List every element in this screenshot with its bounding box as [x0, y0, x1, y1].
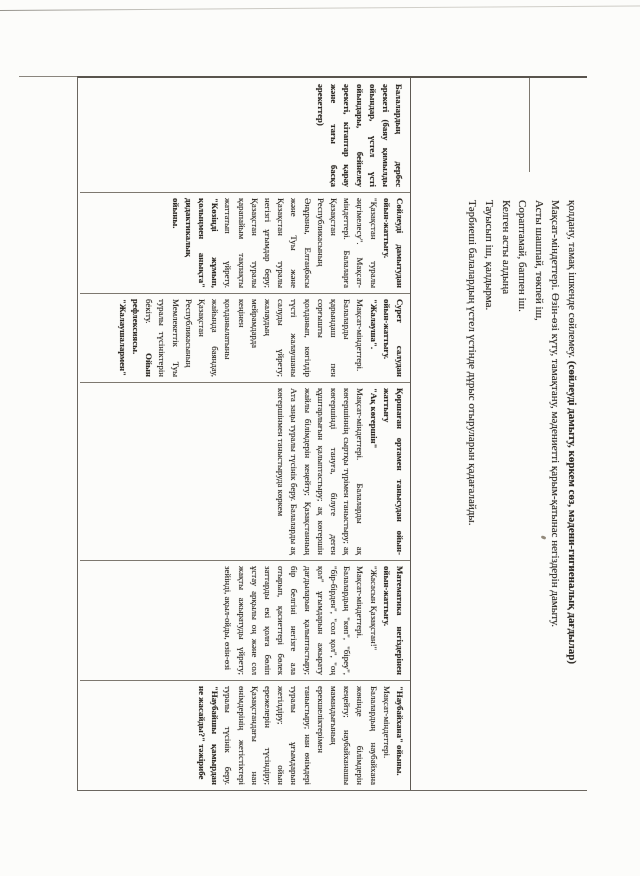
rotated-lesson-plan-table: [77, 76, 587, 791]
experiment-game-bold: "Наубайшы қамырдан не жасайды?" тәжірибе: [196, 686, 221, 785]
activity-column-bakery: [80, 680, 410, 790]
activity-column-math: [80, 560, 410, 680]
scan-edge-artifact: [0, 5, 640, 11]
column-subtitle: "Жасасын Қазақстан!": [368, 566, 379, 651]
corner-label-cell: [411, 78, 587, 192]
row-label-text: Балалардың дербес әрекеті (баяу қимылды ойындар, үстел үсті ойындары, бейнелеу әрекеті, кітаптар қарау және тағы басқа әрекеттер): [316, 84, 404, 187]
table-row-activities: [80, 78, 410, 790]
partial-cell-rule: [529, 78, 530, 172]
mealtime-goals: Мақсат-міндеттері. Өзін-өзі күту, тамақтану, мәдениетті қарым-қатынас негіздерін дамыту.: [549, 200, 562, 628]
poem-line: Тауысып іш, қалдырма.: [483, 200, 496, 311]
table-row-regime: [410, 78, 587, 790]
poem-line: Келген асты алдыңа: [499, 200, 512, 295]
column-header: "Наубайхана" ойыны.: [395, 686, 405, 776]
mealtime-text: қолдану, тамақ ішкенде сөйлемеу.: [566, 200, 578, 361]
column-header: Сурет салудан ойын-жаттығу.: [381, 299, 405, 377]
activity-column-environment: [80, 382, 410, 560]
activity-column-drawing: [80, 293, 410, 382]
column-body: [221, 566, 366, 675]
row-label-cell: [80, 78, 410, 192]
body-text: "Қазақстан туралы әңгімелесу". Мақсат-міндеттері. Балаларға Қазақстан Республикасының Әнұраны, Елтаңбасы және Туы және Қазақстан туралы негізгі ұғымдар беру; Қазақстан туралы қарапайым тақпақты жаттатып үйрету.: [223, 198, 379, 288]
teacher-note: Тәрбиеші балалардың үстел үстінде дұрыс отыруларын қадағалайды.: [466, 200, 479, 526]
body-text: Мақсат-міндеттері. Балаларды ақ көгершіннің сыртқы түрімен таныстыру; ақ көгершінді тануға, білуге деген құштарлығын қалыптастыру; ақ көгершін жайлы білімдерін кеңейту; Қазақстанның Ата заңы туралы түсінік беру. Балаларды ақ көгершінмен таныстыруда көркем: [276, 388, 366, 555]
column-header: Математика негіздерінен ойын-жаттығу.: [381, 566, 405, 675]
game-name-bold: "Көзіңді жұмып, қолыңмен анықта" дидактикалық ойыны.: [170, 198, 221, 288]
reflection-bold: Ойын рефлексиясы. "Жалаушалармен": [117, 299, 155, 377]
column-header: Сөйлеуді дамытудан ойын-жаттығу.: [381, 198, 405, 288]
body-text: Мақсат-міндеттері. Балалардың "көп", "біреу", "бір-бірден", "сол қол", "оң қол" ұғымдарын ажырату дағдыларын қалыптастыру; бір белгіні негізге ала отырып, қасиеттері бөлек заттарды екі қолға бөліп ұстау арқылы оң және сол жақты ажыратуды үйрету; зейінді, ақыл-ойды, өзін-өзі: [223, 566, 366, 675]
column-body: [274, 388, 366, 555]
poem-line: Сораптамай, баппен іш.: [516, 200, 529, 312]
activity-column-speech: [80, 192, 410, 293]
mealtime-line-1: [563, 200, 580, 780]
poem-line: Асты шашпай, төкпей іш,: [532, 200, 545, 321]
column-body: [195, 686, 393, 785]
border-overhang-artifact: [19, 76, 79, 77]
mealtime-cell: [411, 192, 587, 790]
column-subtitle: "Ақ көгершін": [368, 388, 379, 449]
body-text: Мақсат-міндеттері. Балалардың наубайхана жөнінде білімдерін кеңейту; наубайханашы мамандығының ерекшеліктерімен таныстыру; нан өнімдері туралы ұғымдарын жетілдіру; ойын ережелерін түсіндіру; Қазақстандағы нан өнімдерінің жетістіктері туралы түсінік беру.: [223, 686, 392, 785]
body-text: Мақсат-міндеттері. Балаларды қарындаш пен сорғышты қолданып, көгілдір түсті жалаушаны салуды үйрету; жалаудың мейрамдарда кеңінен қолданылатыны жайында баяндау, Қазақстан Республикасының Мемлекеттік Туы туралы түсініктерін бекіту.: [144, 299, 366, 377]
section-label-bold: (сөйлеуді дамыту, көркем сөз, мәдени-гигиеналық дағдылар): [566, 360, 578, 665]
column-header: Қоршаған ортамен танысудан ойын-жаттығу: [381, 388, 405, 555]
column-body: [168, 198, 379, 288]
column-subtitle: "Жалауша".: [368, 299, 379, 350]
column-body: [116, 299, 367, 377]
